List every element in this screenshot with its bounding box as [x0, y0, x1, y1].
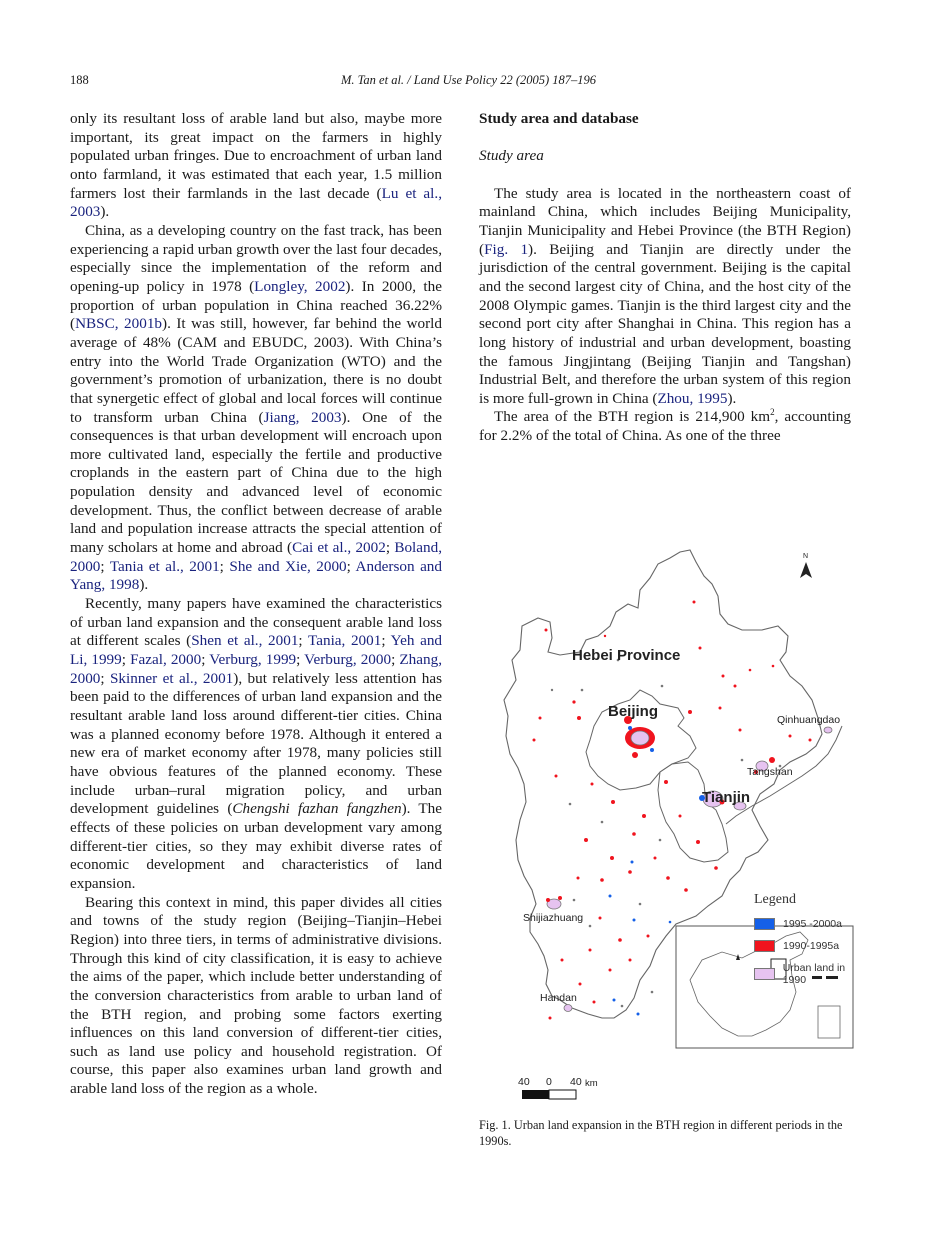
citation-link[interactable]: Tania et al., 2001	[109, 557, 220, 575]
citation-link[interactable]: Anderson and Yang, 1998	[70, 557, 442, 594]
label-tianjin: Tianjin	[702, 789, 751, 806]
citation-link[interactable]: NBSC, 2001b	[75, 315, 163, 333]
figure-map	[490, 540, 870, 1100]
scale-bar	[522, 1090, 576, 1099]
qinhuangdao-urban-cluster	[824, 727, 832, 733]
scale-mid: 0	[546, 1076, 552, 1088]
citation-link[interactable]: She and Xie, 2000	[229, 557, 347, 575]
legend-swatch	[754, 968, 775, 980]
paragraph: China, as a developing country on the fast track, has been experiencing a rapid urban growth over the last four decades, especially since the implementation of the reform and opening-up policy in 1978 (Longley, 2002). In 2000, the proportion of urban population in China reached 36.22% (NBSC, 2001b). It was still, however, far behind the world average of 48% (CAM and EBUDC, 2003). With China’s entry into the World Trade Organization (WTO) and the government’s promotion of urbanization, there is no doubt that synergetic effect of global and local forces will continue to transform urban China (Jiang, 2003). One of the consequences is that urban development will encroach upon more cultivated land, especially the fertile and productive croplands in the eastern part of China due to the high population density and advanced level of economic development. Thus, the conflict between decrease of arable land and population increase attracts the special attention of many scholars at home and abroad (Cai et al., 2002; Boland, 2000; Tania et al., 2001; She and Xie, 2000; Anderson and Yang, 1998).	[70, 221, 442, 594]
paragraph: The study area is located in the northeastern coast of mainland China, which includes Beijing Municipality, Tianjin Municipality and Hebei Province (the BTH Region) (Fig. 1). Beijing and Tianjin are directly under the jurisdiction of the central government. Beijing is the capital and the second largest city of China, and the host city of the 2008 Olympic games. Tianjin is the third largest city and the second port city after Shanghai in China. This region has a long history of industrial and urban development, boasting the famous Jingjintang (Beijing Tianjin and Tangshan) Industrial Belt, and therefore the urban system of this region is more full-grown in China (Zhou, 1995).	[479, 184, 851, 407]
left-column	[70, 110, 442, 1099]
paragraph: Recently, many papers have examined the characteristics of urban land expansion and the consequent arable land loss at different scales (Shen et al., 2001; Tania, 2001; Yeh and Li, 1999; Fazal, 2000; Verburg, 1999; Verburg, 2000; Zhang, 2000; Skinner et al., 2001), but relatively less attention has been paid to the differences of urban land expansion and the resultant arable land loss around different-tier cities. China was a planned economy before 1978. Although it entered a new era of market economy after 1978, many policies still have obvious features of the planned economy. These include urban–rural migration policy, and urban development guidelines (Chengshi fazhan fangzhen). The effects of these policies on urban development vary among different-tier cities, so they may exhibit diverse rates of economic development and characteristics of land expansion.	[70, 595, 443, 892]
citation-link[interactable]: Tania, 2001	[308, 632, 382, 650]
legend-item-1995-2000: 1995 -2000a	[754, 918, 842, 930]
figure-link[interactable]: Fig. 1	[484, 240, 529, 258]
citation-link[interactable]: Skinner et al., 2001	[109, 669, 234, 687]
paragraph: only its resultant loss of arable land but also, maybe more important, its great impact on the farmers in highly populated urban fringes. Due to encroachment of urban land onto farmland, it was estimated that each year, 1.5 million farmers lost their farmlands in the last decade (Lu et al., 2003).	[70, 110, 442, 221]
scale-unit: km	[585, 1078, 598, 1089]
citation-link[interactable]: Lu et al., 2003	[70, 184, 442, 221]
label-handan: Handan	[540, 992, 577, 1004]
svg-text:N: N	[803, 553, 809, 560]
north-arrow-icon	[800, 553, 812, 578]
citation-link[interactable]: Shen et al., 2001	[191, 632, 299, 650]
section-heading: Study area and database	[479, 110, 639, 127]
scale-right: 40	[570, 1076, 582, 1088]
paragraph: Bearing this context in mind, this paper divides all cities and towns of the study region (Beijing–Tianjin–Hebei Region) into three tiers, in terms of administrative divisions. Through this kind of city classification, it is easy to achieve the aims of the paper, which include better understanding of the conversion characteristics from arable to urban land of the BTH region, and probing some factors exerting influences on this land conversion of different-tier cities, such as land use policy and household registration. Of course, this paper also examines urban land growth and arable land loss of the region as a whole.	[70, 893, 442, 1098]
legend-item-1990-1995: 1990-1995a	[754, 940, 839, 952]
citation-link[interactable]: Jiang, 2003	[263, 408, 342, 426]
citation-link[interactable]: Zhang, 2000	[70, 651, 442, 687]
label-qinhuangdao: Qinhuangdao	[777, 714, 841, 726]
handan-urban-cluster	[564, 1005, 572, 1012]
citation-link[interactable]: Fazal, 2000	[130, 651, 202, 669]
citation-link[interactable]: Verburg, 2000	[304, 651, 392, 669]
label-beijing: Beijing	[608, 703, 659, 720]
bth-region-map	[490, 540, 870, 1100]
page-number: 188	[70, 73, 89, 87]
journal-reference: M. Tan et al. / Land Use Policy 22 (2005) 187–196	[340, 73, 597, 87]
label-shijiazhuang: Shijiazhuang	[523, 912, 584, 924]
citation-link[interactable]: Yeh and Li, 1999	[70, 632, 443, 669]
citation-link[interactable]: Zhou, 1995	[657, 389, 728, 407]
citation-link[interactable]: Verburg, 1999	[209, 651, 297, 669]
right-column	[479, 110, 851, 446]
citation-link[interactable]: Cai et al., 2002	[292, 539, 386, 557]
label-tangshan: Tangshan	[747, 766, 793, 778]
running-head	[0, 73, 927, 93]
legend-title: Legend	[754, 892, 796, 907]
legend-item-urban-1990: Urban land in 1990	[754, 962, 870, 986]
legend-swatch	[754, 918, 775, 930]
legend-swatch	[754, 940, 775, 952]
label-hebei-province: Hebei Province	[572, 647, 681, 664]
paragraph: The area of the BTH region is 214,900 $km^2$, accounting for 2.2% of the total of China. As one of the three	[479, 407, 851, 445]
citation-link[interactable]: Boland, 2000	[70, 539, 442, 575]
figure-caption: Fig. 1. Urban land expansion in the BTH region in different periods in the 1990s.	[479, 1118, 843, 1148]
citation-link[interactable]: Longley, 2002	[254, 277, 346, 295]
scale-left: 40	[518, 1076, 530, 1088]
subsection-heading: Study area	[479, 147, 544, 165]
